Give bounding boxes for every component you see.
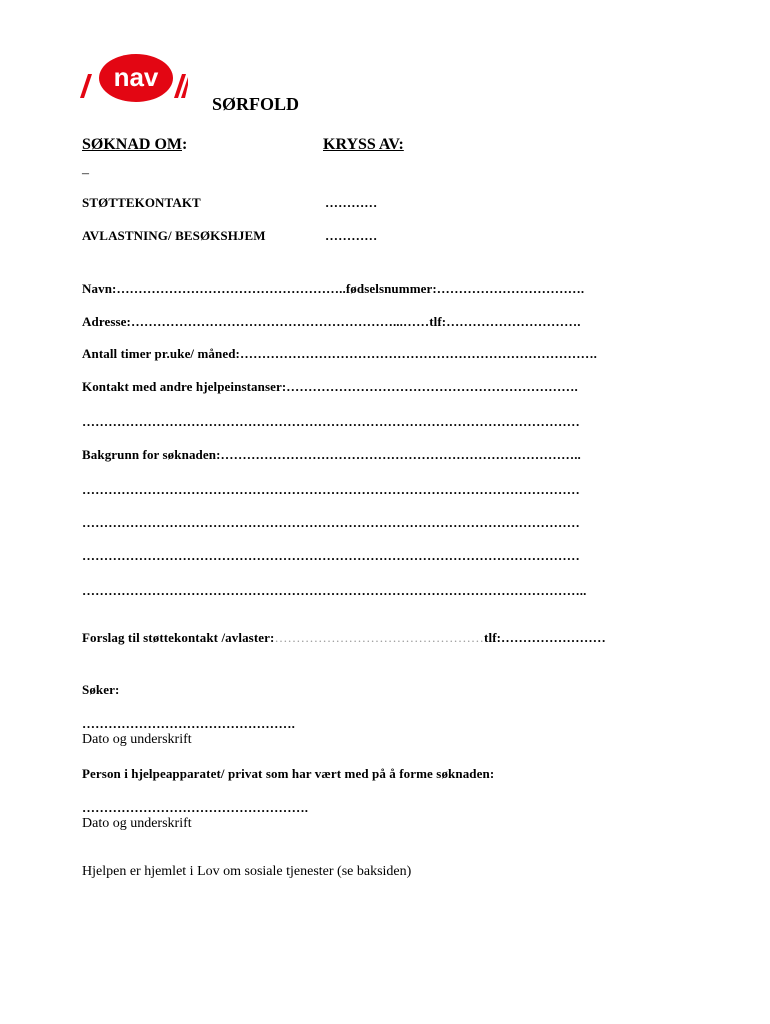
soknad-colon: : (182, 136, 188, 153)
person-signature-line[interactable]: ……………………………………………. (82, 800, 309, 815)
bakgrunn-line-1[interactable]: …………………………………………………………………………………………………… (82, 482, 580, 497)
forslag-tlf[interactable]: tlf:…………………… (484, 630, 606, 645)
bakgrunn-field[interactable]: Bakgrunn for søknaden:……………………………………………………………………….. (82, 447, 581, 462)
adresse-field[interactable]: Adresse:……………………………………………………...……tlf:…………………………. (82, 314, 581, 329)
person-label: Person i hjelpeapparatet/ privat som har vært med på å forme søknaden: (82, 766, 495, 781)
option-stottekontakt-checkbox[interactable]: ………… (325, 195, 378, 210)
option-stottekontakt-label: STØTTEKONTAKT (82, 195, 201, 210)
bakgrunn-line-3[interactable]: …………………………………………………………………………………………………… (82, 548, 580, 563)
navn-field[interactable]: Navn:……………………………………………..fødselsnummer:……………………………. (82, 281, 585, 296)
forslag-label: Forslag til støttekontakt /avlaster: (82, 630, 275, 645)
kontakt-field[interactable]: Kontakt med andre hjelpeinstanser:…………………………………………………………. (82, 379, 578, 394)
soker-label: Søker: (82, 682, 120, 697)
bakgrunn-line-4[interactable]: …………………………………………………………………………………………………….. (82, 583, 587, 598)
soker-caption: Dato og underskrift (82, 732, 192, 747)
soknad-heading (82, 136, 187, 154)
soknad-label: SØKNAD OM (82, 136, 182, 153)
kontakt-line-2[interactable]: …………………………………………………………………………………………………… (82, 414, 580, 429)
option-avlastning-label: AVLASTNING/ BESØKSHJEM (82, 228, 266, 243)
page-title: SØRFOLD (212, 94, 300, 114)
dash-mark: – (82, 166, 89, 181)
logo-text: nav (113, 62, 159, 92)
kryss-heading: KRYSS AV: (323, 136, 404, 153)
nav-logo (78, 52, 188, 104)
antall-timer-field[interactable]: Antall timer pr.uke/ måned:………………………………………………………………………. (82, 346, 598, 361)
soker-signature-line[interactable]: …………………………………………. (82, 716, 295, 731)
option-avlastning-checkbox[interactable]: ………… (325, 228, 378, 243)
forslag-row[interactable] (82, 630, 606, 646)
footer-note: Hjelpen er hjemlet i Lov om sosiale tjenester (se baksiden) (82, 864, 412, 879)
forslag-input[interactable]: ………………………………………… (274, 630, 485, 645)
bakgrunn-line-2[interactable]: …………………………………………………………………………………………………… (82, 515, 580, 530)
person-caption: Dato og underskrift (82, 816, 192, 831)
